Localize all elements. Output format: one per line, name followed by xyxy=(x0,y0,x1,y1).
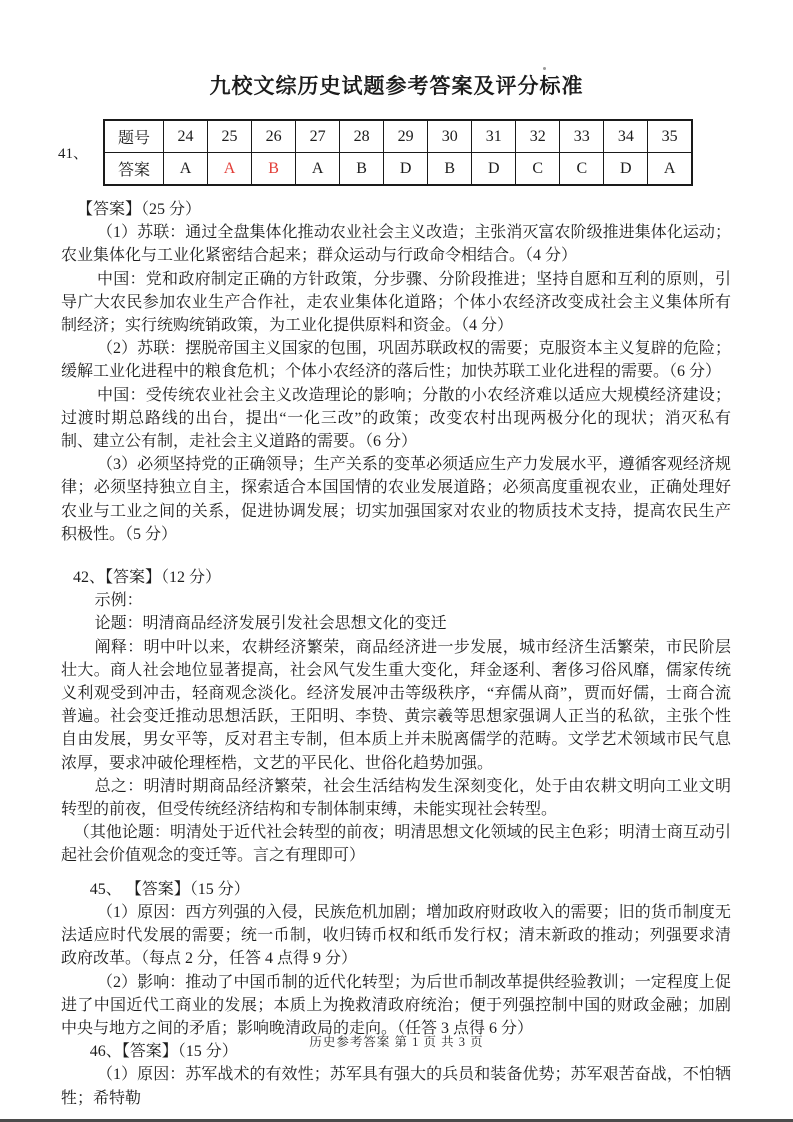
answer-paragraph: 【答案】（25 分） xyxy=(77,201,202,218)
table-cell: 30 xyxy=(428,120,472,153)
answer-paragraph: 示例： xyxy=(94,592,143,610)
table-cell: A xyxy=(296,153,340,186)
answer-paragraph: （其他论题：明清处于近代社会转型的前夜；明清思想文化领域的民主色彩；明清士商互动引起社会价值观念的变迁等。言之有理即可） xyxy=(61,824,731,865)
table-cell: 34 xyxy=(604,120,648,153)
table-header-row xyxy=(104,120,692,153)
question-41-label: 41、 xyxy=(58,146,89,162)
table-cell: D xyxy=(472,153,516,186)
table-cell: B xyxy=(428,153,472,186)
table-cell: 24 xyxy=(164,120,208,153)
answer-paragraph: （2）苏联：摆脱帝国主义国家的包围，巩固苏联政权的需要；克服资本主义复辟的危险；缓解工业化进程中的粮食危机；个体小农经济的落后性；加快苏联工业化进程的需要。（6 分） xyxy=(61,340,731,381)
answer-paragraph: （1）原因：西方列强的入侵，民族危机加剧；增加政府财政收入的需要；旧的货币制度无法适应时代发展的需要；统一币制，收归铸币权和纸币发行权；清末新政的推动；列强要求清政府改革。（每点 2 分，任答 4 点得 9 分） xyxy=(61,903,731,968)
question-41-block xyxy=(58,119,793,186)
answer-paragraph: 阐释：明中叶以来，农耕经济繁荣，商品经济进一步发展，城市经济生活繁荣，市民阶层壮大。商人社会地位显著提高，社会风气发生重大变化，拜金逐利、奢侈习俗风靡，儒家传统义利观受到冲击，轻商观念淡化。经济发展冲击等级秩序，“弃儒从商”，贾而好儒，士商合流普遍。社会变迁推动思想活跃，王阳明、李贽、黄宗羲等思想家强调人正当的私欲，主张个性自由发展，男女平等，反对君主专制，但本质上并未脱离儒学的范畴。文学艺术领域市民气息浓厚，要求冲破伦理桎梏，文艺的平民化、世俗化趋势加强。 xyxy=(61,638,731,772)
table-cell: B xyxy=(252,153,296,186)
answer-paragraph: 中国：党和政府制定正确的方针政策，分步骤、分阶段推进；坚持自愿和互利的原则，引导广大农民参加农业生产合作社，走农业集体化道路；个体小农经济改变成社会主义集体所有制经济；实行统购统销政策，为工业化提供原料和资金。（4 分） xyxy=(61,270,731,335)
scan-artifact-dot xyxy=(543,67,546,70)
table-cell: B xyxy=(340,153,384,186)
answer-paragraph: （2）影响：推动了中国币制的近代化转型；为后世币制改革提供经验教训；一定程度上促进了中国近代工商业的发展；本质上为挽救清政府统治；便于列强控制中国的财政金融；加剧中央与地方之间的矛盾；影响晚清政局的走向。（任答 3 点得 6 分） xyxy=(61,973,731,1037)
answer-paragraph: （1）苏联：通过全盘集体化推动农业社会主义改造；主张消灭富农阶级推进集体化运动；农业集体化与工业化紧密结合起来；群众运动与行政命令相结合。（4 分） xyxy=(61,224,731,265)
answer-table xyxy=(103,119,693,186)
table-cell: 题号 xyxy=(104,120,164,153)
answer-paragraph: 论题：明清商品经济发展引发社会思想文化的变迁 xyxy=(94,615,447,633)
table-cell: C xyxy=(516,153,560,186)
answer-paragraph: （3）必须坚持党的正确领导；生产关系的变革必须适应生产力发展水平，遵循客观经济规律；必须坚持独立自主，探索适合本国国情的农业发展道路；必须高度重视农业，正确处理好农业与工业之间的关系，促进协调发展；切实加强国家对农业的物质技术支持，提高农民生产积极性。（5 分） xyxy=(61,456,731,543)
table-cell: 27 xyxy=(296,120,340,153)
table-cell: 35 xyxy=(648,120,692,153)
answer-paragraph: 总之：明清时期商品经济繁荣，社会生活结构发生深刻变化，处于由农耕文明向工业文明转型的前夜，但受传统经济结构和专制体制束缚，未能实现社会转型。 xyxy=(61,777,731,819)
answer-paragraph: （1）原因：苏军战术的有效性；苏军具有强大的兵员和装备优势；苏军艰苦奋战，不怕牺牲；希特勒 xyxy=(61,1066,731,1107)
table-cell: A xyxy=(164,153,208,186)
table-cell: 33 xyxy=(560,120,604,153)
table-cell: D xyxy=(384,153,428,186)
table-cell: 答案 xyxy=(104,153,164,186)
table-cell: 31 xyxy=(472,120,516,153)
table-cell: D xyxy=(604,153,648,186)
table-cell: 28 xyxy=(340,120,384,153)
answer-paragraph: 46、【答案】（15 分） xyxy=(89,1043,238,1061)
table-cell: A xyxy=(208,153,252,186)
answer-paragraph: 中国：受传统农业社会主义改造理论的影响；分散的小农经济难以适应大规模经济建设；过渡时期总路线的出台，提出“一化三改”的政策；改变农村出现两极分化的现状；消灭私有制、建立公有制，走社会主义道路的需要。（6 分） xyxy=(61,386,731,451)
table-cell: C xyxy=(560,153,604,186)
table-answer-row xyxy=(104,153,692,186)
answer-paragraph: 45、 【答案】（15 分） xyxy=(89,880,250,898)
answer-paragraph: 42、【答案】（12 分） xyxy=(73,569,222,587)
page-title: 九校文综历史试题参考答案及评分标准 xyxy=(209,74,584,98)
table-cell: 25 xyxy=(208,120,252,153)
table-cell: 29 xyxy=(384,120,428,153)
answer-body xyxy=(61,198,731,1110)
table-cell: 26 xyxy=(252,120,296,153)
page-footer: 历史参考答案 第 1 页 共 3 页 xyxy=(309,1035,484,1049)
table-cell: 32 xyxy=(516,120,560,153)
table-cell: A xyxy=(648,153,692,186)
